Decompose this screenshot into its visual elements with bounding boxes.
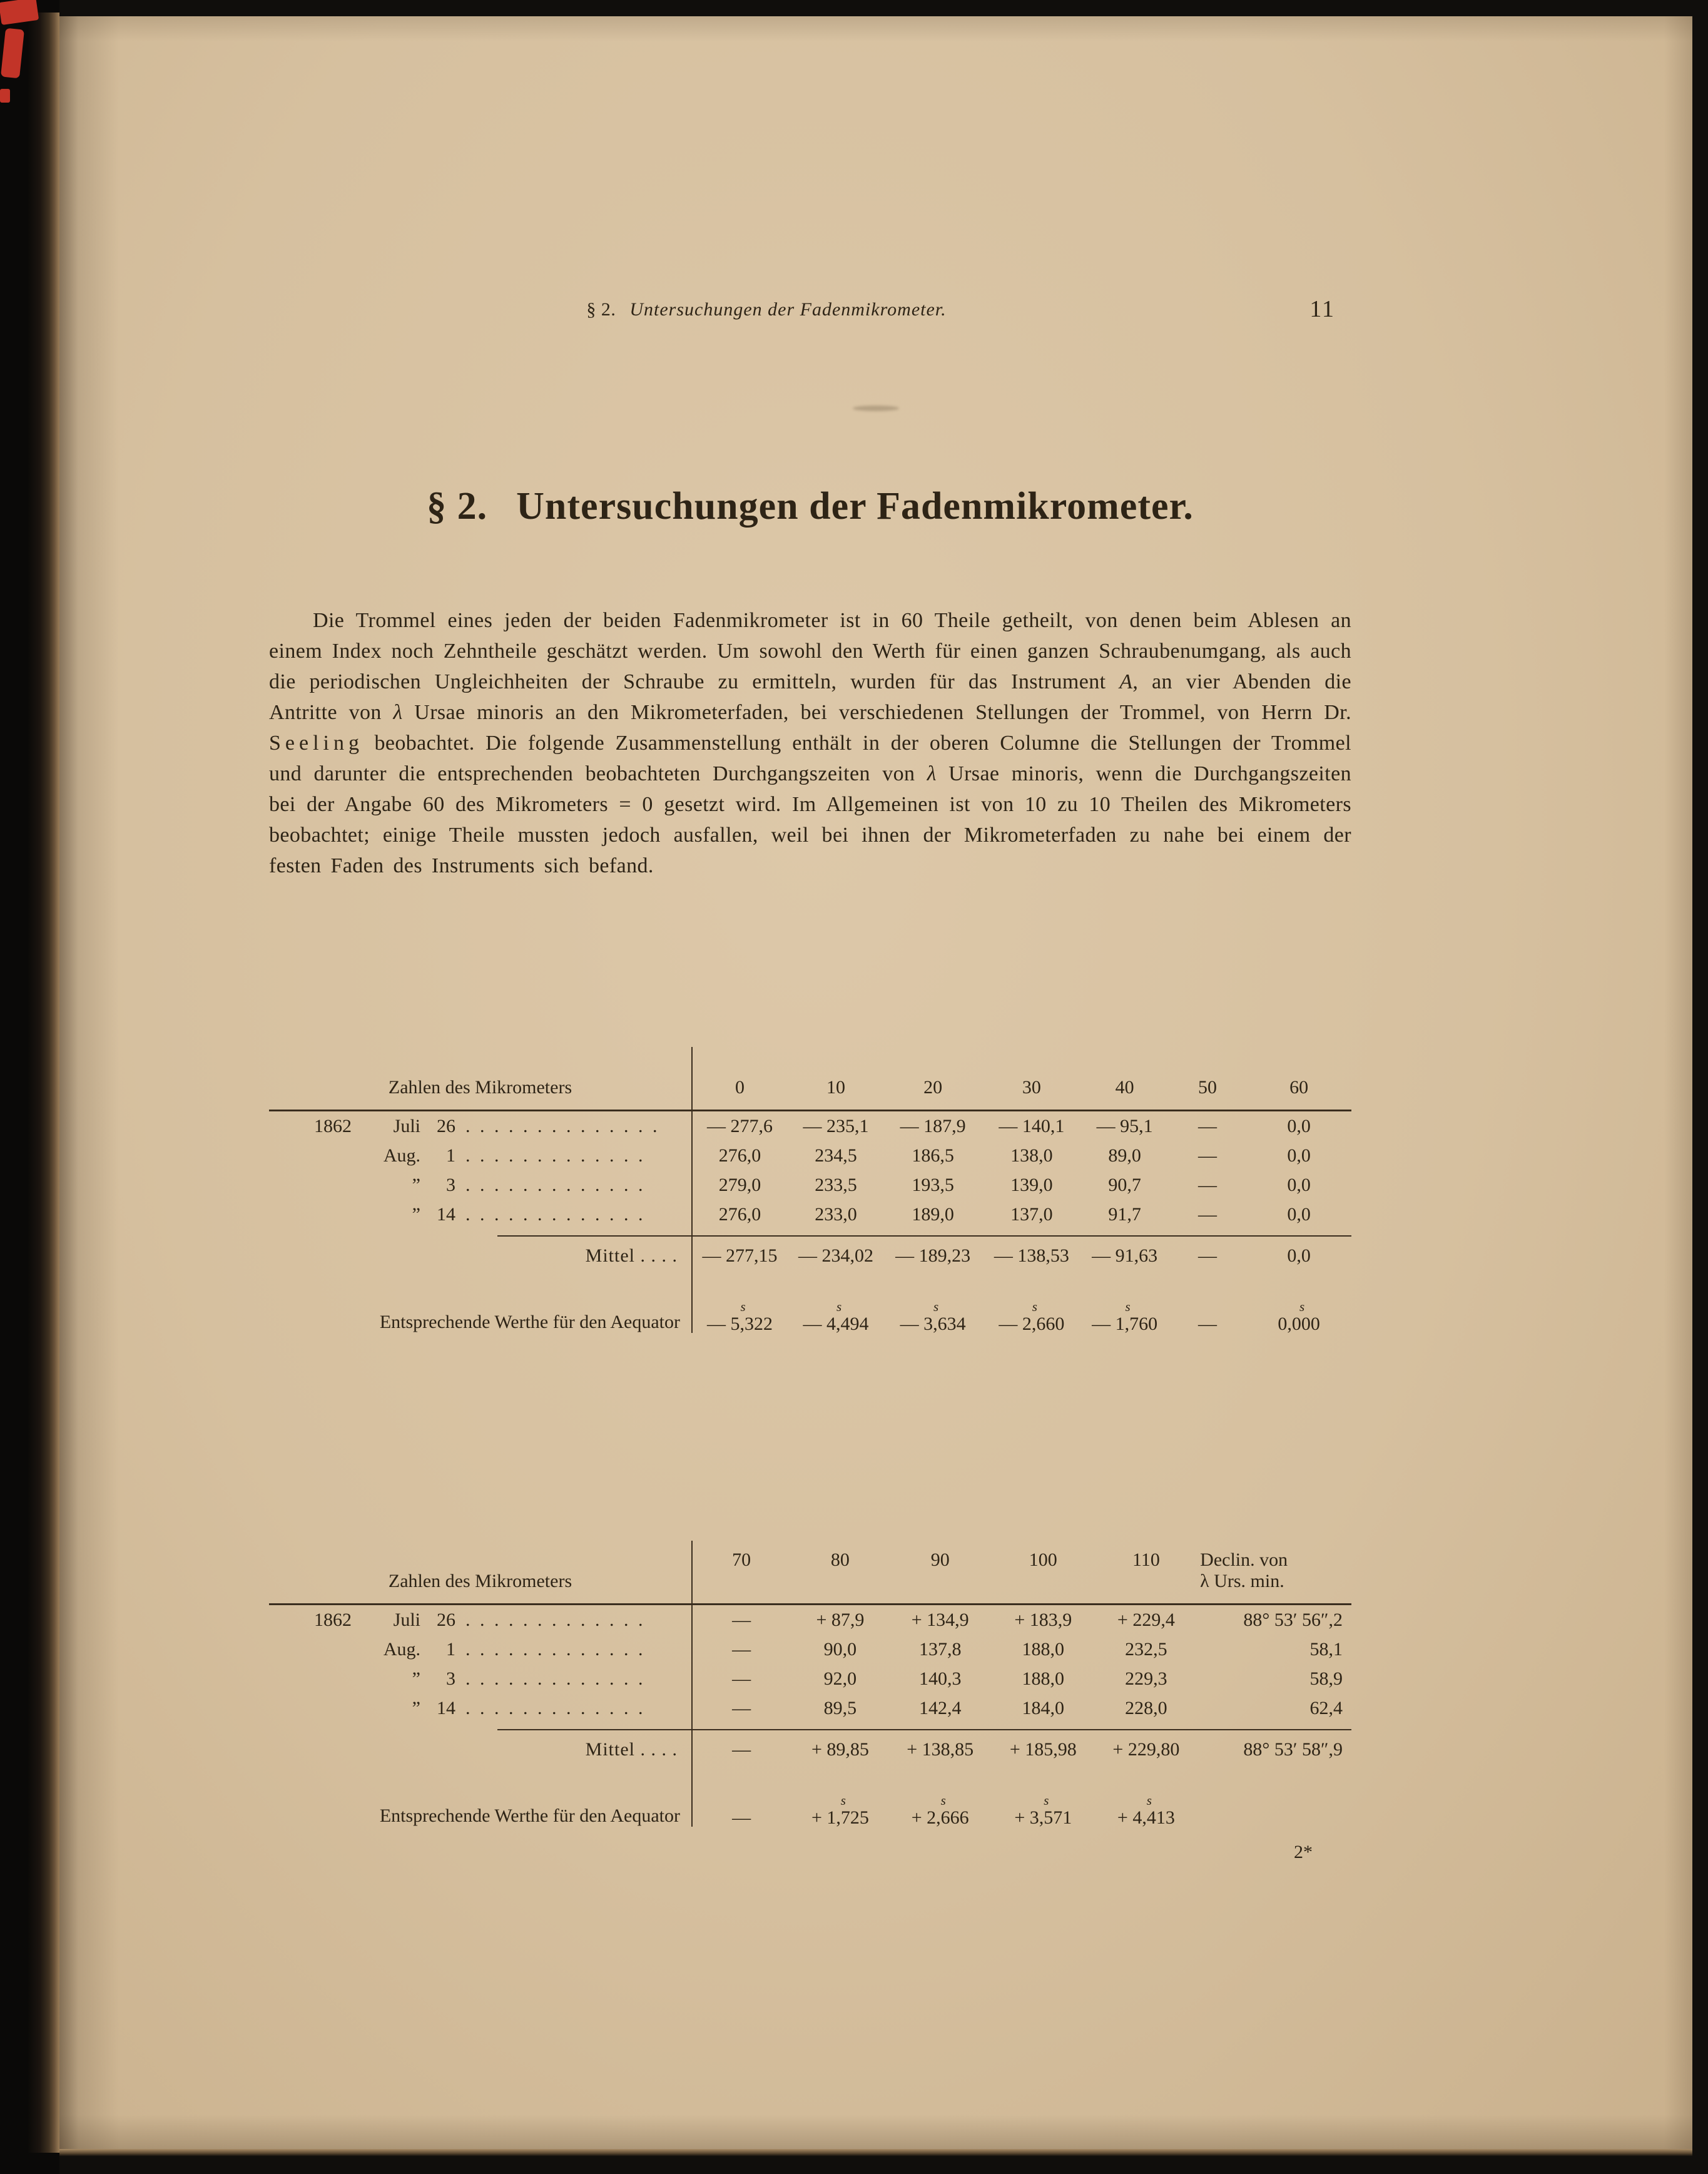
table-aequator-row	[269, 1768, 1351, 1832]
running-header-text	[586, 299, 946, 320]
table-row	[269, 1141, 1351, 1170]
table-row-cells	[691, 1639, 1351, 1660]
table-cell: 234,5	[815, 1145, 857, 1166]
table-cell: 184,0	[1022, 1697, 1065, 1718]
row-day: 14	[437, 1697, 455, 1718]
bottom-page-edges	[59, 2149, 1692, 2156]
paragraph-segment: beobachtet. Die folgende Zusammenstellung enthält in der oberen Columne die Stellungen der Trommel und darunter die entsprechenden beobachteten Durchgangszeiten von	[269, 732, 1351, 785]
table-column-header: 110	[1132, 1549, 1160, 1570]
table-cell: + 134,9	[911, 1609, 969, 1630]
table-cell: 186,5	[912, 1145, 954, 1166]
table-cell	[691, 1794, 791, 1829]
table-column-header-declination	[1197, 1549, 1351, 1592]
table-cell	[691, 1300, 788, 1335]
table-column-header: 0	[735, 1077, 745, 1098]
table-cell: — 235,1	[803, 1115, 869, 1136]
table-column-header: 10	[826, 1077, 846, 1098]
table-column-header: 40	[1115, 1077, 1134, 1098]
micrometer-table-1	[269, 1043, 1351, 1338]
seconds-superscript: s	[1299, 1299, 1305, 1314]
row-month: Juli	[393, 1115, 420, 1136]
table-cell: 0,0	[1287, 1203, 1311, 1225]
table-row-label	[269, 1204, 691, 1225]
book-page	[59, 16, 1692, 2149]
aequator-cells	[691, 1300, 1351, 1335]
mittel-label: Mittel . . . .	[585, 1245, 678, 1266]
table-cell: —	[732, 1668, 751, 1689]
table-cell: — 234,02	[798, 1245, 874, 1266]
table-column-header: 50	[1197, 1077, 1217, 1098]
row-day: 1	[446, 1145, 455, 1166]
row-leader-dots: . . . . . . . . . . . . . .	[465, 1115, 660, 1136]
row-leader-dots: . . . . . . . . . . . . .	[465, 1609, 646, 1630]
table-column-header: 70	[732, 1549, 751, 1570]
cell-value: + 2,666	[911, 1807, 969, 1828]
table-cell: 232,5	[1125, 1638, 1167, 1660]
row-leader-dots: . . . . . . . . . . . . .	[465, 1668, 646, 1689]
table-cell: —	[732, 1638, 751, 1660]
micrometer-table-2	[269, 1537, 1351, 1832]
table-cell	[992, 1794, 1095, 1829]
section-title	[269, 484, 1351, 529]
row-leader-dots: . . . . . . . . . . . . .	[465, 1174, 646, 1195]
table-cell: + 87,9	[816, 1609, 865, 1630]
table-row	[269, 1170, 1351, 1200]
seconds-superscript: s	[740, 1299, 746, 1314]
table-cell: 137,8	[918, 1638, 962, 1660]
row-month: ”	[412, 1668, 420, 1689]
table-column-header: 60	[1289, 1077, 1309, 1098]
paragraph-segment: Seeling	[269, 732, 363, 755]
table-cell: 0,0	[1287, 1115, 1311, 1136]
table-column-header: 20	[923, 1077, 943, 1098]
table-cell	[788, 1300, 883, 1335]
table-cell: 92,0	[823, 1668, 857, 1689]
page-content	[269, 16, 1351, 1863]
table-column-header: 80	[830, 1549, 850, 1570]
row-leader-dots: . . . . . . . . . . . . .	[465, 1203, 646, 1225]
table-row-label	[269, 1668, 691, 1690]
cell-value: + 3,571	[1014, 1807, 1072, 1828]
table-row-cells	[691, 1116, 1351, 1137]
paragraph-segment: Die Trommel eines jeden der beiden Fadenmikrometer ist in 60 Theile getheilt, von denen beim Ablesen an einem Index noch Zehntheile geschätzt werden. Um sowohl den Werth für einen ganzen Schraubenumgang, als auch die periodischen Ungleichheiten der Schraube zu ermitteln, wurden für das Instrument	[269, 609, 1351, 693]
table-cell: 89,5	[823, 1697, 857, 1718]
row-month: Aug.	[383, 1638, 420, 1660]
table-cell: + 183,9	[1014, 1609, 1072, 1630]
aequator-label: Entsprechende Werthe für den Aequator	[379, 1312, 680, 1332]
table-row-cells	[691, 1610, 1351, 1631]
stacked-page-edges	[28, 13, 59, 2153]
row-month: ”	[412, 1203, 420, 1225]
table-cell: 88° 53′ 58″,9	[1243, 1739, 1343, 1760]
table-mittel-rule	[497, 1235, 1351, 1237]
table-header-cells	[691, 1549, 1351, 1592]
seconds-superscript: s	[1032, 1299, 1037, 1314]
table-cell: 137,0	[1010, 1203, 1053, 1225]
table-cell	[1197, 1817, 1351, 1829]
book-spine-gutter	[0, 0, 59, 2174]
table-cell: 90,7	[1108, 1174, 1141, 1195]
table-mittel-row	[269, 1238, 1351, 1274]
table-cell: 91,7	[1108, 1203, 1141, 1225]
table-cell: 0,0	[1287, 1245, 1311, 1266]
table-cell: 58,1	[1309, 1638, 1343, 1660]
table-header-row	[269, 1537, 1351, 1602]
cell-value: + 4,413	[1117, 1807, 1175, 1828]
seconds-superscript: s	[1044, 1793, 1049, 1808]
table-cell: 279,0	[718, 1174, 761, 1195]
table-row-cells	[691, 1668, 1351, 1690]
cell-value: + 1,725	[811, 1807, 869, 1828]
table-cell: + 89,85	[811, 1739, 869, 1760]
table-cell: — 140,1	[999, 1115, 1065, 1136]
table-mittel-rule	[497, 1729, 1351, 1730]
table-cell: —	[1197, 1115, 1217, 1136]
paragraph-segment: , an vier Abenden die Antritte von	[269, 670, 1351, 724]
table-cell: —	[732, 1609, 751, 1630]
table-cell: + 185,98	[1009, 1739, 1077, 1760]
seconds-superscript	[1209, 1300, 1212, 1313]
table-row	[269, 1200, 1351, 1229]
table-cell: 0,0	[1287, 1145, 1311, 1166]
row-leader-dots: . . . . . . . . . . . . .	[465, 1697, 646, 1718]
row-year: 1862	[314, 1115, 352, 1136]
table-cell: —	[1197, 1245, 1217, 1266]
seconds-superscript	[743, 1794, 746, 1807]
table-cell	[1080, 1300, 1168, 1335]
cell-value: — 1,760	[1092, 1314, 1158, 1334]
table-cell: — 277,6	[707, 1115, 773, 1136]
table-column-header: 100	[1029, 1549, 1057, 1570]
table-row-cells	[691, 1698, 1351, 1719]
table-cell	[888, 1794, 992, 1829]
table-cell: + 138,85	[907, 1739, 974, 1760]
running-header-section: § 2.	[586, 299, 616, 320]
table-cell: 90,0	[823, 1638, 857, 1660]
table-cell	[1246, 1300, 1351, 1335]
table-cell: 0,0	[1287, 1174, 1311, 1195]
table-row	[269, 1635, 1351, 1664]
row-day: 1	[446, 1638, 455, 1660]
table-cell: 62,4	[1309, 1697, 1343, 1718]
paragraph-segment: Ursae minoris an den Mikrometerfaden, bei verschiedenen Stellungen der Trommel, von Herrn Dr.	[402, 701, 1352, 724]
table-cell: — 187,9	[900, 1115, 966, 1136]
seconds-superscript: s	[1125, 1299, 1131, 1314]
table-cell	[1169, 1300, 1246, 1335]
seconds-superscript: s	[933, 1299, 939, 1314]
section-title-text: Untersuchungen der Fadenmikrometer.	[516, 485, 1194, 528]
row-month: Aug.	[383, 1145, 420, 1166]
table-column-header: 90	[930, 1549, 950, 1570]
table-cell: 89,0	[1108, 1145, 1141, 1166]
table-cell: 193,5	[912, 1174, 954, 1195]
row-leader-dots: . . . . . . . . . . . . .	[465, 1638, 646, 1660]
cell-value: —	[1197, 1314, 1217, 1334]
table-cell: 88° 53′ 56″,2	[1243, 1609, 1343, 1630]
red-mark	[0, 89, 10, 103]
table-cell	[883, 1300, 982, 1335]
table-row	[269, 1664, 1351, 1693]
cell-value: — 3,634	[900, 1314, 966, 1334]
table-column-header-line: Declin. von	[1200, 1549, 1288, 1570]
row-month: ”	[412, 1697, 420, 1718]
mittel-label: Mittel . . . .	[585, 1739, 678, 1760]
table-row-label	[269, 1610, 691, 1631]
table-cell	[1095, 1794, 1198, 1829]
table-row-cells	[691, 1145, 1351, 1166]
paragraph-segment: λ	[393, 701, 403, 724]
cell-value: — 2,660	[999, 1314, 1065, 1334]
row-year: 1862	[314, 1609, 352, 1630]
table-row-label	[269, 1145, 691, 1166]
cell-value: — 5,322	[707, 1314, 773, 1334]
table-header-row	[269, 1043, 1351, 1108]
table-cell: 138,0	[1010, 1145, 1053, 1166]
table-cell: 188,0	[1022, 1638, 1065, 1660]
table-row-label	[269, 1698, 691, 1719]
table-cell: — 95,1	[1096, 1115, 1153, 1136]
paragraph-segment: λ	[927, 762, 937, 785]
table-cell: 139,0	[1010, 1174, 1053, 1195]
table-cell: 276,0	[718, 1203, 761, 1225]
table-row-cells	[691, 1204, 1351, 1225]
table-cell: 228,0	[1125, 1697, 1167, 1718]
seconds-superscript: s	[836, 1299, 842, 1314]
table-cell: 140,3	[918, 1668, 962, 1689]
aequator-label: Entsprechende Werthe für den Aequator	[379, 1805, 680, 1826]
section-number: § 2.	[427, 485, 488, 528]
running-header-title: Untersuchungen der Fadenmikrometer.	[629, 299, 947, 320]
table-cell	[791, 1794, 888, 1829]
running-header	[269, 296, 1351, 328]
table-vertical-rule	[691, 1541, 693, 1827]
row-day: 26	[437, 1609, 455, 1630]
table-cell: — 138,53	[994, 1245, 1069, 1266]
table-row-label	[269, 1175, 691, 1196]
table-cell: + 229,4	[1117, 1609, 1175, 1630]
row-day: 3	[446, 1668, 455, 1689]
cell-value: —	[732, 1807, 751, 1828]
table-header-cells	[691, 1077, 1351, 1098]
table-cell: —	[732, 1739, 751, 1760]
table-cell: —	[732, 1697, 751, 1718]
page-number: 11	[1309, 296, 1335, 322]
table-vertical-rule	[691, 1047, 693, 1333]
body-paragraph	[269, 605, 1351, 1011]
table-row-label	[269, 1639, 691, 1660]
table-row-label	[269, 1116, 691, 1137]
seconds-superscript	[1343, 1817, 1346, 1829]
table-mittel-row	[269, 1732, 1351, 1768]
row-leader-dots: . . . . . . . . . . . . .	[465, 1145, 646, 1166]
table-cell	[982, 1300, 1080, 1335]
seconds-superscript: s	[1146, 1793, 1152, 1808]
cell-value: — 4,494	[803, 1314, 869, 1334]
table-cell: 142,4	[918, 1697, 962, 1718]
row-day: 3	[446, 1174, 455, 1195]
table-column-header: 30	[1022, 1077, 1041, 1098]
table-row	[269, 1605, 1351, 1635]
table-cell: —	[1197, 1203, 1217, 1225]
table-cell: 58,9	[1309, 1668, 1343, 1689]
table-cell: —	[1197, 1145, 1217, 1166]
row-day: 26	[437, 1115, 455, 1136]
row-month: ”	[412, 1174, 420, 1195]
table-label-header: Zahlen des Mikrometers	[388, 1571, 572, 1591]
table-row	[269, 1111, 1351, 1141]
signature-mark: 2*	[1294, 1842, 1313, 1862]
table-cell: — 277,15	[702, 1245, 778, 1266]
cell-value: 0,000	[1278, 1314, 1320, 1334]
table-cell: — 189,23	[895, 1245, 971, 1266]
table-row-cells	[691, 1175, 1351, 1196]
table-label-header: Zahlen des Mikrometers	[388, 1077, 572, 1098]
table-cell: + 229,80	[1112, 1739, 1180, 1760]
seconds-superscript: s	[840, 1793, 846, 1808]
table-cell: 233,0	[815, 1203, 857, 1225]
table-cell: 229,3	[1125, 1668, 1167, 1689]
table-cell: 233,5	[815, 1174, 857, 1195]
mittel-cells	[691, 1245, 1351, 1267]
paragraph-segment: Ursae minoris, wenn die Durchgangszeiten bei der Angabe 60 des Mikrometers = 0 gesetzt wird. Im Allgemeinen ist von 10 zu 10 Theilen des Mikrometers beobachtet; einige Theile mussten jedoch ausfallen, weil bei ihnen der Mikrometerfaden zu nahe bei einem der festen Faden des Instruments sich befand.	[269, 762, 1352, 877]
table-row	[269, 1693, 1351, 1723]
mittel-cells	[691, 1739, 1351, 1760]
paragraph-segment: A	[1119, 670, 1133, 693]
aequator-cells	[691, 1794, 1351, 1829]
seconds-superscript: s	[940, 1793, 946, 1808]
table-column-header-line: λ Urs. min.	[1200, 1571, 1284, 1591]
table-cell: 276,0	[718, 1145, 761, 1166]
table-cell: —	[1197, 1174, 1217, 1195]
row-day: 14	[437, 1203, 455, 1225]
table-aequator-row	[269, 1274, 1351, 1338]
table-cell: 188,0	[1022, 1668, 1065, 1689]
table-cell: 189,0	[912, 1203, 954, 1225]
table-cell: — 91,63	[1092, 1245, 1158, 1266]
row-month: Juli	[393, 1609, 420, 1630]
